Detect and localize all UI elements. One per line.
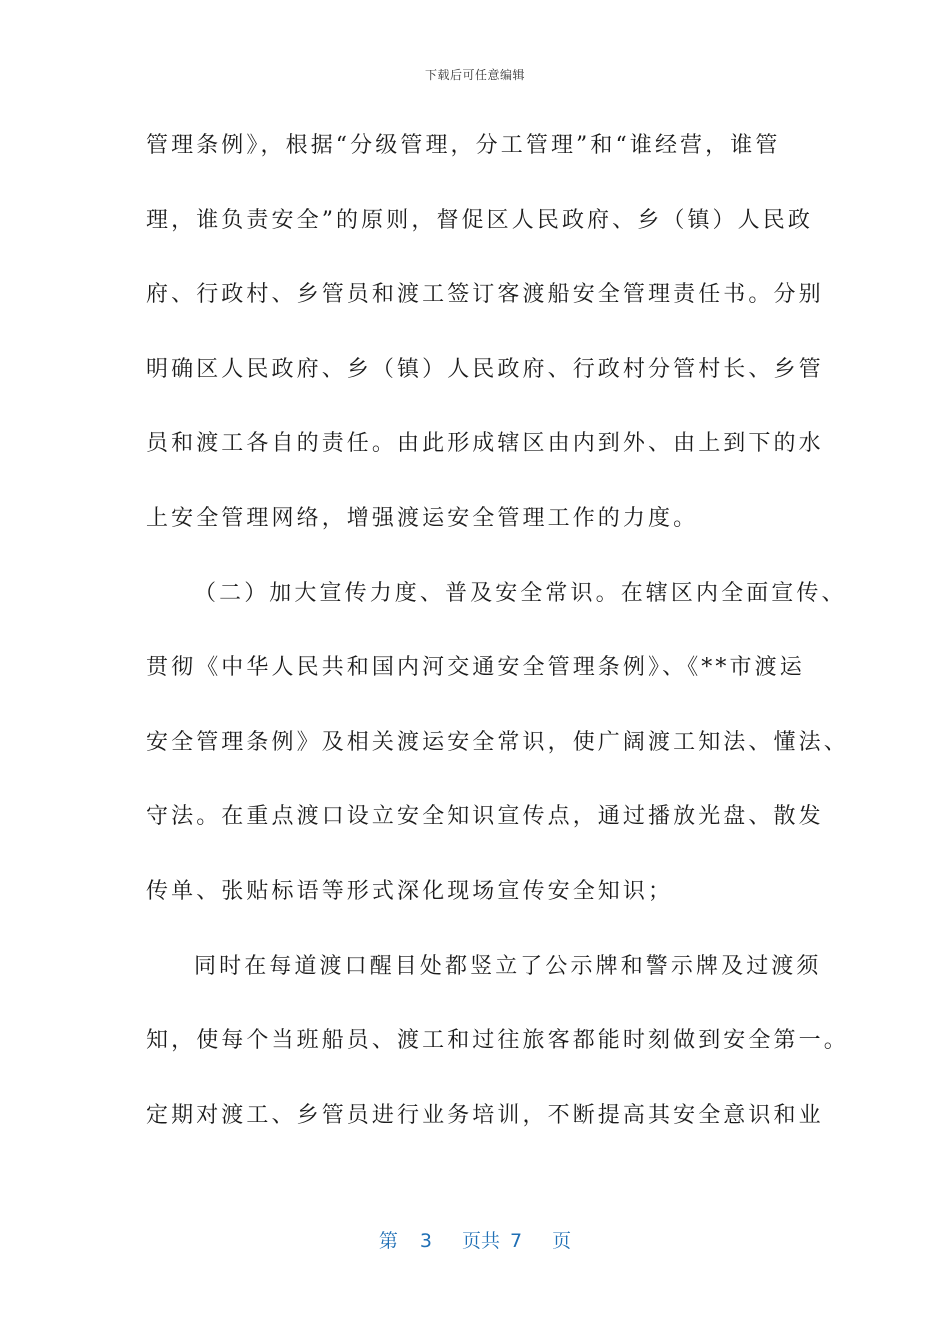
page-header: 下载后可任意编辑 — [424, 68, 525, 82]
page-prefix: 第 — [378, 1230, 398, 1252]
page-suffix: 页 — [552, 1230, 572, 1252]
text-line: 府、行政村、乡管员和渡工签订客渡船安全管理责任书。分别 — [146, 282, 824, 308]
text-line: 安全管理条例》及相关渡运安全常识，使广阔渡工知法、懂法、 — [146, 729, 849, 755]
current-page-number: 3 — [419, 1230, 432, 1252]
document-body — [146, 128, 849, 1172]
total-pages-number: 7 — [510, 1230, 523, 1252]
text-line: 定期对渡工、乡管员进行业务培训，不断提高其安全意识和业 — [146, 1102, 824, 1128]
text-line: 贯彻《中华人民共和国内河交通安全管理条例》、《**市渡运 — [146, 655, 805, 681]
paragraph-start-line: 同时在每道渡口醒目处都竖立了公示牌和警示牌及过渡须 — [194, 953, 822, 979]
page-middle-label: 页共 — [461, 1230, 500, 1252]
paragraph-start-line: （二）加大宣传力度、普及安全常识。在辖区内全面宣传、 — [194, 580, 847, 606]
text-line: 员和渡工各自的责任。由此形成辖区由内到外、由上到下的水 — [146, 431, 824, 457]
text-line: 理，谁负责安全”的原则，督促区人民政府、乡（镇）人民政 — [146, 207, 813, 233]
text-line: 明确区人民政府、乡（镇）人民政府、行政村分管村长、乡管 — [146, 356, 824, 382]
page-footer — [0, 1226, 950, 1253]
text-line: 守法。在重点渡口设立安全知识宣传点，通过播放光盘、散发 — [146, 804, 824, 830]
text-line: 管理条例》，根据“分级管理，分工管理”和“谁经营，谁管 — [146, 133, 781, 158]
text-line: 上安全管理网络，增强渡运安全管理工作的力度。 — [146, 505, 699, 531]
text-line: 知，使每个当班船员、渡工和过往旅客都能时刻做到安全第一。 — [146, 1028, 849, 1054]
text-line: 传单、张贴标语等形式深化现场宣传安全知识； — [146, 878, 674, 904]
